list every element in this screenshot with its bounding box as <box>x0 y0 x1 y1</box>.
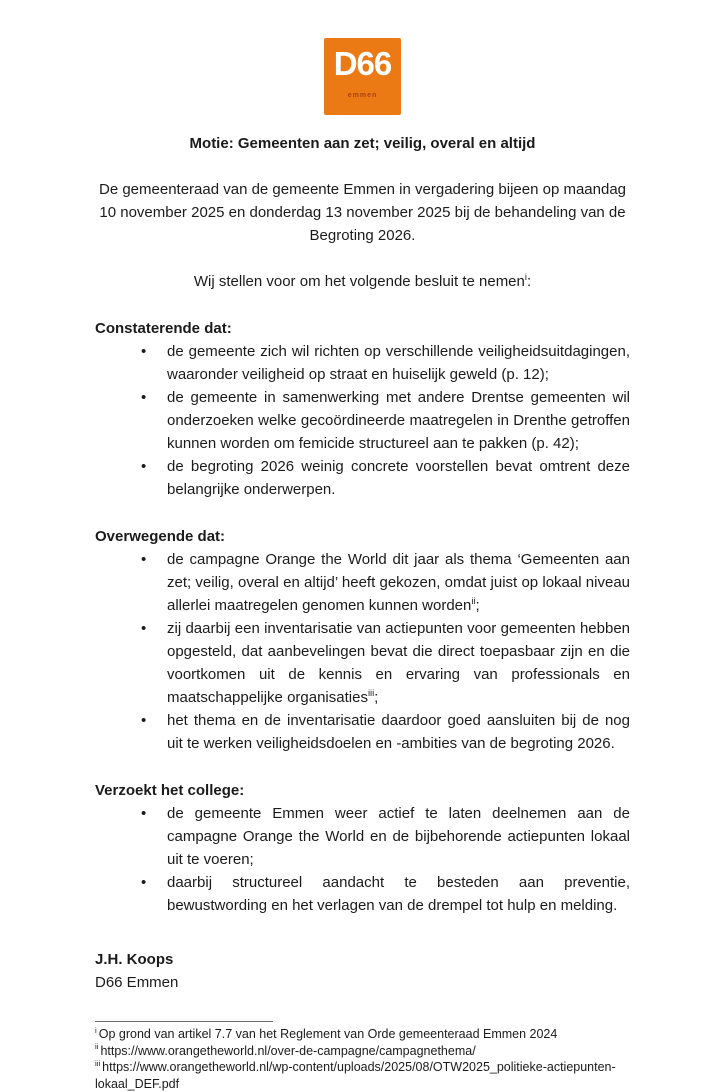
bullet-text: de gemeente zich wil richten op verschillende veiligheidsuitdagingen, waaronder veiligheid op straat en huiselijk geweld (p. 12); <box>167 343 630 383</box>
d66-logo-text: D66 <box>333 44 392 82</box>
bullet-text: de begroting 2026 weinig concrete voorstellen bevat omtrent deze belangrijke onderwerpen. <box>167 458 630 498</box>
bullet-text: zij daarbij een inventarisatie van actiepunten voor gemeenten hebben opgesteld, dat aanbevelingen bevat die direct toepasbaar zijn en die voortkomen uit de kennis en ervaring van professionals en maatschappelijke organisaties <box>167 620 630 706</box>
proposal-line <box>95 270 630 293</box>
bullet-list <box>95 802 630 917</box>
footnote-ref-i: i <box>524 272 527 282</box>
footnote-separator <box>95 1021 273 1022</box>
bullet-text: de gemeente Emmen weer actief te laten deelnemen aan de campagne Orange the World en de bijbehorende actiepunten lokaal uit te voeren; <box>167 805 630 868</box>
footnote-text footnote-url: https://www.orangetheworld.nl/wp-content/uploads/2025/08/OTW2025_politieke-actiepunten-lokaal_DEF.pdf <box>95 1060 616 1091</box>
d66-logo-subtext: emmen <box>347 91 378 99</box>
d66-logo <box>324 38 401 115</box>
motion-title: Motie: Gemeenten aan zet; veilig, overal en altijd <box>189 135 536 152</box>
footnote-item <box>95 1043 630 1060</box>
section-heading: Constaterende dat: <box>95 320 232 337</box>
section-heading: Verzoekt het college: <box>95 782 245 799</box>
footnote-text footnote-url: https://www.orangetheworld.nl/over-de-campagne/campagnethema/ <box>100 1043 476 1058</box>
bullet-suffix: ; <box>475 597 480 614</box>
intro-paragraph: De gemeenteraad van de gemeente Emmen in vergadering bijeen op maandag 10 november 2025 en donderdag 13 november 2025 bij de behandeling van de Begroting 2026. <box>98 181 626 244</box>
footnote-ref-iii: iii <box>367 688 375 698</box>
footnote-ref-ii: ii <box>471 596 476 606</box>
footnote-text: Op grond van artikel 7.7 van het Reglement van Orde gemeenteraad Emmen 2024 <box>98 1027 558 1041</box>
bullet-item <box>95 709 630 755</box>
bullet-suffix: ; <box>374 689 379 706</box>
bullet-item <box>95 386 630 455</box>
bullet-item <box>95 617 630 709</box>
footnote-marker-i: i <box>95 1025 97 1035</box>
section-verzoekt <box>95 779 630 917</box>
bullet-item <box>95 340 630 386</box>
signature-party: D66 Emmen <box>95 974 179 991</box>
bullet-item <box>95 871 630 917</box>
bullet-text: de campagne Orange the World dit jaar als thema ‘Gemeenten aan zet; veilig, overal en altijd’ heeft gekozen, omdat juist op lokaal niveau allerlei maatregelen genomen kunnen worden <box>167 551 630 614</box>
bullet-text: de gemeente in samenwerking met andere Drentse gemeenten wil onderzoeken welke gecoördineerde maatregelen in Drenthe getroffen kunnen worden om femicide structureel aan te pakken (p. 42); <box>167 389 630 452</box>
bullet-list <box>95 548 630 755</box>
footnote-item <box>95 1026 630 1043</box>
bullet-item <box>95 548 630 617</box>
proposal-text: Wij stellen voor om het volgende besluit te nemen <box>193 273 525 290</box>
footnote-marker-ii: ii <box>95 1042 99 1052</box>
bullet-item <box>95 455 630 501</box>
section-overwegende <box>95 525 630 755</box>
signature-block <box>95 948 630 994</box>
footnote-item <box>95 1059 630 1092</box>
bullet-list <box>95 340 630 501</box>
section-constaterende <box>95 317 630 501</box>
bullet-item <box>95 802 630 871</box>
bullet-text: daarbij structureel aandacht te besteden aan preventie, bewustwording en het verlagen van de drempel tot hulp en melding. <box>167 874 630 914</box>
footnote-marker-iii: iii <box>95 1058 101 1068</box>
section-heading: Overwegende dat: <box>95 528 226 545</box>
signature-name: J.H. Koops <box>95 951 174 968</box>
bullet-text: het thema en de inventarisatie daardoor goed aansluiten bij de nog uit te werken veiligheidsdoelen en -ambities van de begroting 2026. <box>167 712 630 752</box>
proposal-suffix: : <box>526 273 532 290</box>
footnote-area <box>95 1021 630 1092</box>
